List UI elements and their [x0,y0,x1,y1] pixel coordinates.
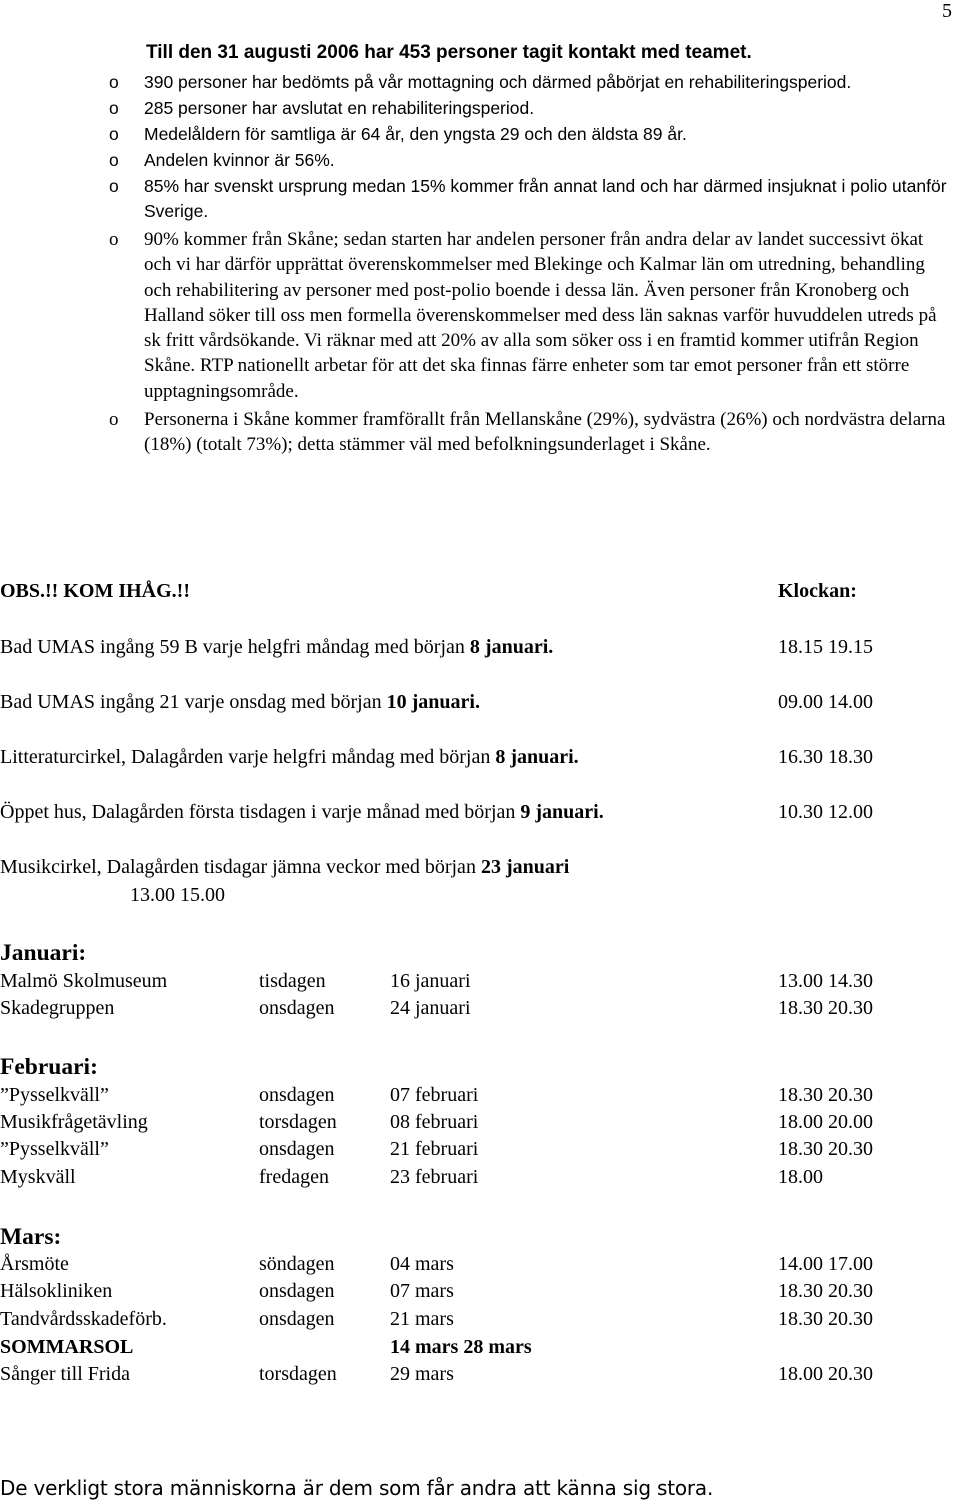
intro-heading: Till den 31 augusti 2006 har 453 personer tagit kontakt med teamet. [146,42,752,63]
schedule-event: Tandvårdsskadeförb. [0,1308,167,1330]
schedule-event: ”Pysselkväll” [0,1138,109,1160]
schedule-date: 07 mars [390,1280,454,1302]
schedule-date: 04 mars [390,1253,454,1275]
bullet-marker: o [109,229,119,250]
event-text: Musikcirkel, Dalagården tisdagar jämna veckor med början [0,856,481,878]
schedule-row [0,1111,960,1138]
event-row [0,746,960,769]
bullet-marker: o [109,124,119,144]
schedule-time: 14.00 17.00 [778,1253,873,1275]
schedule-date: 16 januari [390,970,471,992]
schedule-event: SOMMARSOL [0,1336,134,1358]
schedule-date: 21 februari [390,1138,479,1160]
bullet-marker: o [109,98,119,118]
schedule-row [0,970,960,997]
list-item-text: 285 personer har avslutat en rehabiliteringsperiod. [144,98,535,118]
schedule-row [0,1253,960,1280]
event-row [0,856,960,906]
event-text: Öppet hus, Dalagården första tisdagen i varje månad med början [0,801,521,823]
month-heading: Januari: [0,940,87,966]
list-item-text: 85% har svenskt ursprung medan 15% kommer från annat land och har därmed insjuknat i polio utanför Sverige. [144,176,947,221]
schedule-event: ”Pysselkväll” [0,1084,109,1106]
statistics-list [0,70,960,458]
schedule-row [0,1336,960,1363]
list-item [0,174,960,224]
list-item [0,148,960,173]
notice-title: OBS.!! KOM IHÅG.!! [0,580,190,602]
schedule-event: Sånger till Frida [0,1363,130,1385]
list-item-text: Personerna i Skåne kommer framförallt från Mellanskåne (29%), sydvästra (26%) och nordvästra delarna (18%) (totalt 73%); detta stämmer väl med befolkningsunderlaget i Skåne. [144,409,946,456]
event-date: 10 januari. [386,691,480,713]
event-row [0,636,960,659]
event-date: 9 januari. [520,801,604,823]
list-item [0,70,960,95]
list-item [0,407,960,458]
event-date: 8 januari. [469,636,554,658]
schedule-day: fredagen [259,1166,329,1188]
schedule-event: Malmö Skolmuseum [0,970,168,992]
schedule-day: onsdagen [259,997,335,1019]
schedule-date: 08 februari [390,1111,479,1133]
month-heading: Februari: [0,1054,98,1080]
event-row [0,801,960,824]
schedule-date: 21 mars [390,1308,454,1330]
schedule-row [0,1280,960,1307]
event-text: Bad UMAS ingång 59 B varje helgfri måndag med början [0,636,470,658]
schedule-time: 18.30 20.30 [778,1138,873,1160]
event-text: Bad UMAS ingång 21 varje onsdag med början [0,691,387,713]
schedule-row [0,997,960,1024]
event-time: 18.15 19.15 [778,636,873,658]
bullet-marker: o [109,176,119,196]
bullet-marker: o [109,150,119,170]
list-item-text: Andelen kvinnor är 56%. [144,150,335,170]
schedule-event: Hälsokliniken [0,1280,113,1302]
schedule-day: söndagen [259,1253,335,1275]
bullet-marker: o [109,409,119,431]
schedule-time: 18.00 20.30 [778,1363,873,1385]
list-item [0,227,960,404]
schedule-time: 18.30 20.30 [778,1084,873,1106]
event-date: 8 januari. [495,746,579,768]
schedule-row [0,1166,960,1193]
list-item-text: 390 personer har bedömts på vår mottagning och därmed påbörjat en rehabiliteringsperiod. [144,72,852,92]
bullet-marker: o [109,72,119,92]
schedule-row [0,1084,960,1111]
schedule-time: 13.00 14.30 [778,970,873,992]
schedule-time: 18.00 20.00 [778,1111,873,1133]
schedule-time: 18.00 [778,1166,823,1188]
schedule-day: onsdagen [259,1280,335,1302]
schedule-time: 18.30 20.30 [778,1308,873,1330]
schedule-day: onsdagen [259,1138,335,1160]
event-time: 13.00 15.00 [130,884,225,906]
schedule-day: torsdagen [259,1363,337,1385]
schedule-day: onsdagen [259,1308,335,1330]
notice-header [0,580,960,603]
schedule-time: 18.30 20.30 [778,1280,873,1302]
event-date: 23 januari [480,856,570,878]
schedule-event: Myskväll [0,1166,76,1188]
event-row [0,691,960,714]
schedule-date: 29 mars [390,1363,454,1385]
schedule-time: 18.30 20.30 [778,997,873,1019]
month-heading: Mars: [0,1224,62,1250]
list-item-text: 90% kommer från Skåne; sedan starten har andelen personer från andra delar av landet successivt ökat och vi har därför upprättat överenskommelser med Blekinge och Kalmar län om utredning, behandling och rehabilitering av personer med post-polio boende i dessa län. Även personer från Kronoberg och Halland söker till oss men formella överenskommelser med dess län saknas varför huvuddelen utreds på sk fritt vårdsökande. Vi räknar med att 20% av alla som söker oss i en framtid kommer utifrån Region Skåne. RTP nationellt arbetar för att det ska finnas färre enheter som tar emot personer från ett större upptagningsområde. [144,229,937,402]
schedule-day: tisdagen [259,970,326,992]
time-column-header: Klockan: [778,580,857,602]
page-number: 5 [942,0,952,22]
list-item-text: Medelåldern för samtliga är 64 år, den yngsta 29 och den äldsta 89 år. [144,124,687,144]
schedule-date: 23 februari [390,1166,479,1188]
list-item [0,96,960,121]
schedule-event: Musikfrågetävling [0,1111,148,1133]
schedule-event: Årsmöte [0,1253,69,1275]
schedule-row [0,1363,960,1390]
schedule-day: torsdagen [259,1111,337,1133]
footer-quote: De verkligt stora människorna är dem som får andra att känna sig stora. [0,1476,714,1500]
schedule-date: 24 januari [390,997,471,1019]
schedule-row [0,1308,960,1335]
schedule-date: 14 mars 28 mars [390,1336,532,1358]
schedule-date: 07 februari [390,1084,479,1106]
event-time: 16.30 18.30 [778,746,873,768]
schedule-row [0,1138,960,1165]
event-time: 10.30 12.00 [778,801,873,823]
schedule-day: onsdagen [259,1084,335,1106]
list-item [0,122,960,147]
schedule-event: Skadegruppen [0,997,115,1019]
event-text: Litteraturcirkel, Dalagården varje helgfri måndag med början [0,746,496,768]
event-time: 09.00 14.00 [778,691,873,713]
